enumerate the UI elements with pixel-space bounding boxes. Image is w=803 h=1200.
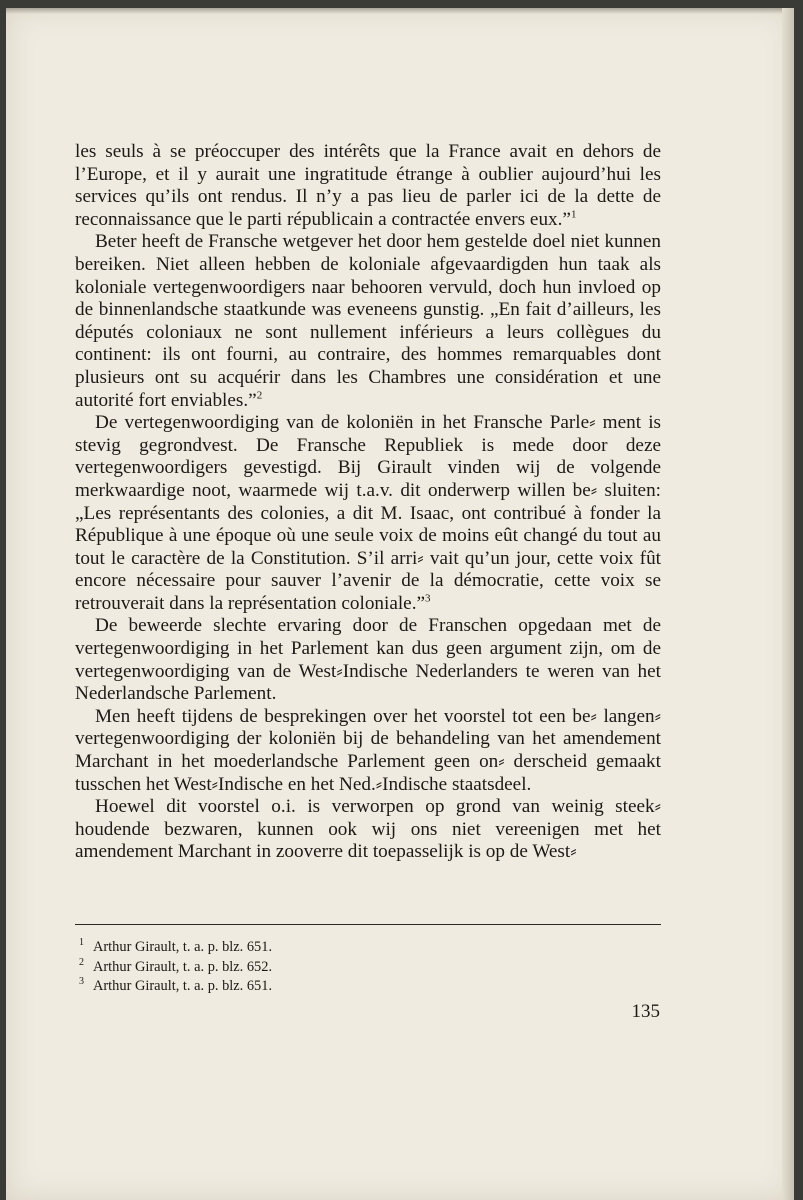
paragraph-6-text: Hoewel dit voorstel o.i. is verworpen op grond van weinig steek⸗ houdende bezwaren, kunnen ook wij ons niet vereenigen met het amendement Marchant in zooverre dit toepasselijk is op de West⸗ [75, 796, 661, 863]
paragraph-1-text: les seuls à se préoccuper des intérêts que la France avait en dehors de l’Europe, et il y aurait une ingratitude étrange à oublier aujourd’hui les services qu’ils ont rendus. Il n’y a pas lieu de parler ici de la dette de reconnaissance que le parti républicain a contractée envers eux.” [75, 141, 661, 230]
page-edge [782, 8, 794, 1200]
footnote-ref-1: 1 [570, 208, 577, 221]
paragraph-5 [75, 706, 661, 796]
footnote-1: 1 Arthur Girault, t. a. p. blz. 651. [79, 937, 273, 955]
footnote-3-text: Arthur Girault, t. a. p. blz. 651. [93, 978, 273, 995]
paragraph-4-text: De beweerde slechte ervaring door de Franschen opgedaan met de vertegenwoordiging in het Parlement kan dus geen argument zijn, om de vertegenwoordiging van de West⸗Indische Nederlanders te weren van het Nederlandsche Parlement. [75, 615, 661, 705]
book-page [6, 8, 794, 1200]
page-number: 135 [631, 1001, 660, 1022]
paragraph-5-text: Men heeft tijdens de besprekingen over het voorstel tot een be⸗ langen⸗vertegenwoordiging der koloniën bij de behandeling van het amendement Marchant in het moederlandsche Parlement geen on⸗ derscheid gemaakt tusschen het West⸗Indische en het Ned.⸗Indische staatsdeel. [75, 705, 661, 795]
paragraph-3-text: De vertegenwoordiging van de koloniën in het Fransche Parle⸗ ment is stevig gegrondvest. De Fransche Republiek is mede door deze vertegenwoordigers gevestigd. Bij Girault vinden wij de volgende merkwaardige noot, waarmede wij t.a.v. dit onderwerp willen be⸗ sluiten: „Les représentants des colonies, a dit M. Isaac, ont contribué à fonder la République à une époque où une seule voix de moins eût changé du tout au tout le caractère de la Constitution. S’il arri⸗ vait qu’un jour, cette voix fût encore nécessaire pour sauver l’avenir de la démocratie, cette voix se retrouverait dans la représentation coloniale.” [75, 412, 661, 614]
footnote-divider [75, 924, 661, 925]
footnote-1-text: Arthur Girault, t. a. p. blz. 651. [93, 939, 273, 955]
paragraph-6 [75, 796, 661, 864]
paragraph-1 [75, 141, 661, 231]
paragraph-2 [75, 231, 661, 412]
body-text [75, 141, 661, 864]
footnote-ref-3: 3 [425, 592, 431, 605]
footnote-ref-2: 2 [256, 389, 263, 402]
paragraph-3 [75, 412, 661, 615]
footnote-3: 3 Arthur Girault, t. a. p. blz. 651. [79, 976, 273, 995]
paragraph-2-text: Beter heeft de Fransche wetgever het door hem gestelde doel niet kunnen bereiken. Niet alleen hebben de koloniale afgevaardigden hun taak als koloniale vertegenwoordigers naar behooren vervuld, doch hun invloed op de binnenlandsche staatkunde was eveneens gunstig. „En fait d’ailleurs, les députés coloniaux ne sont nullement inférieurs a leurs collègues du continent: ils ont fourni, au contraire, des hommes remarquables dont plusieurs ont su acquérir dans les Chambres une considération et une autorité fort enviables.” [75, 231, 661, 411]
paragraph-4 [75, 615, 661, 705]
page-top-shadow [6, 8, 794, 14]
footnotes [79, 938, 639, 997]
footnote-2-text: Arthur Girault, t. a. p. blz. 652. [93, 958, 273, 975]
footnote-2: 2 Arthur Girault, t. a. p. blz. 652. [79, 956, 273, 975]
